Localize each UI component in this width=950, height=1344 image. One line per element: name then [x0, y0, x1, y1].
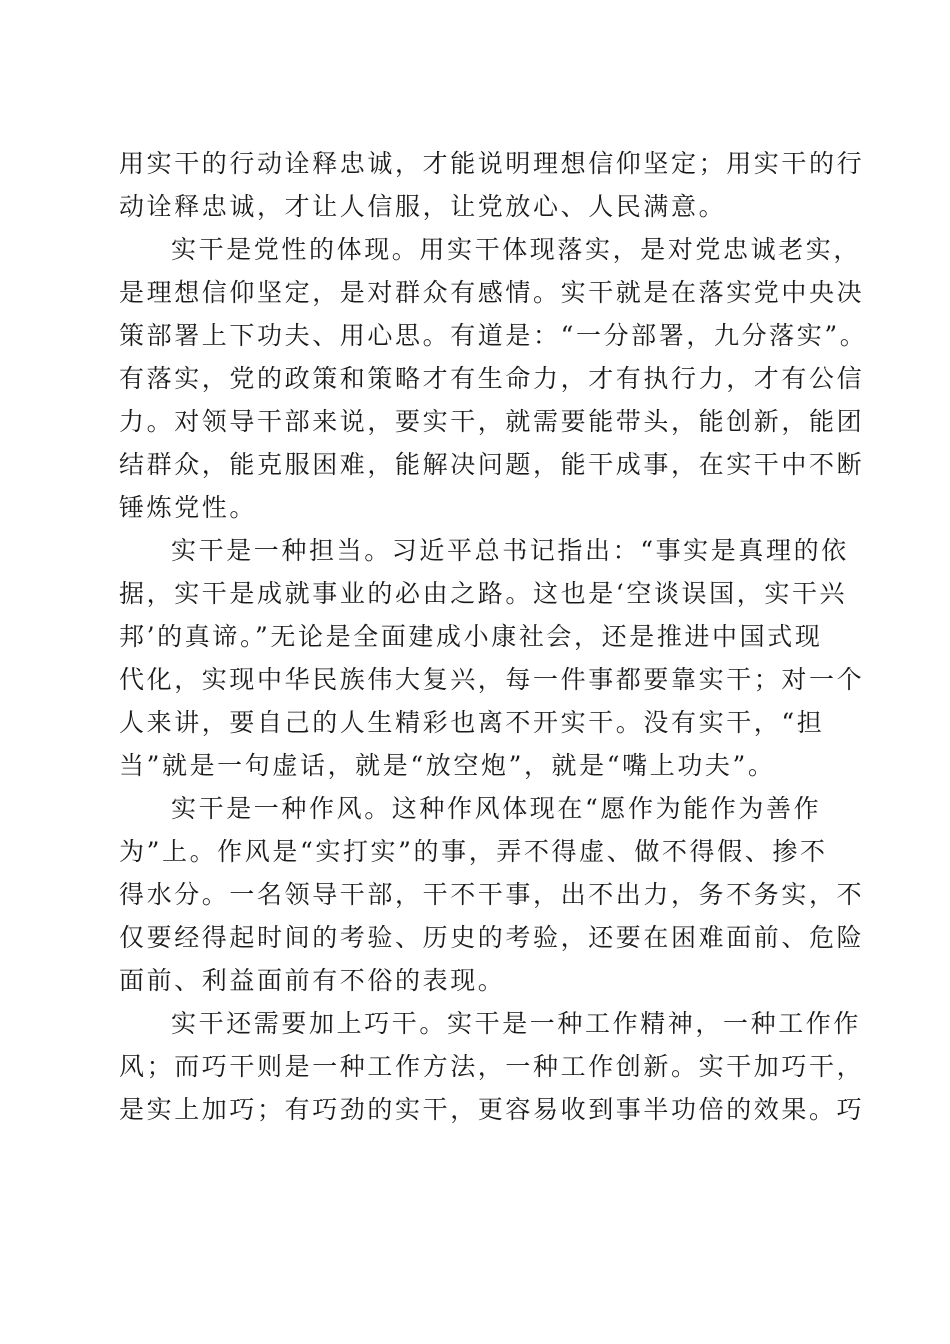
paragraph-start-line: 实干还需要加上巧干。实干是一种工作精神，一种工作作 — [171, 1009, 862, 1038]
text-line: 据，实干是成就事业的必由之路。这也是‘空谈误国，实干兴 — [119, 579, 848, 608]
text-line: 人来讲，要自己的人生精彩也离不开实干。没有实干，“担 — [119, 708, 825, 737]
paragraph-start-line: 实干是一种作风。这种作风体现在“愿作为能作为善作 — [171, 794, 822, 823]
text-line: 面前、利益面前有不俗的表现。 — [119, 966, 506, 995]
text-line: 邦’的真谛。”无论是全面建成小康社会，还是推进中国式现 — [119, 622, 823, 651]
text-line: 是实上加巧；有巧劲的实干，更容易收到事半功倍的效果。巧 — [119, 1095, 865, 1124]
document-body — [119, 142, 868, 1131]
text-line: 有落实，党的政策和策略才有生命力，才有执行力，才有公信 — [119, 364, 865, 393]
text-line: 策部署上下功夫、用心思。有道是：“一分部署，九分落实”。 — [119, 321, 868, 350]
text-line: 仅要经得起时间的考验、历史的考验，还要在困难面前、危险 — [119, 923, 865, 952]
text-line: 风；而巧干则是一种工作方法，一种工作创新。实干加巧干， — [119, 1052, 865, 1081]
text-line: 代化，实现中华民族伟大复兴，每一件事都要靠实干；对一个 — [119, 665, 865, 694]
paragraph-start-line: 实干是一种担当。习近平总书记指出：“事实是真理的依 — [171, 536, 849, 565]
text-line: 为”上。作风是“实打实”的事，弄不得虚、做不得假、掺不 — [119, 837, 828, 866]
text-line: 动诠释忠诚，才让人信服，让党放心、人民满意。 — [119, 192, 727, 221]
text-line: 得水分。一名领导干部，干不干事，出不出力，务不务实，不 — [119, 880, 865, 909]
text-line: 锤炼党性。 — [119, 493, 258, 522]
text-line: 力。对领导干部来说，要实干，就需要能带头，能创新，能团 — [119, 407, 865, 436]
text-line: 当”就是一句虚话，就是“放空炮”，就是“嘴上功夫”。 — [119, 751, 776, 780]
text-line: 是理想信仰坚定，是对群众有感情。实干就是在落实党中央决 — [119, 278, 865, 307]
text-line: 结群众，能克服困难，能解决问题，能干成事，在实干中不断 — [119, 450, 865, 479]
text-line: 用实干的行动诠释忠诚，才能说明理想信仰坚定；用实干的行 — [119, 149, 865, 178]
paragraph-start-line: 实干是党性的体现。用实干体现落实，是对党忠诚老实， — [171, 235, 862, 264]
